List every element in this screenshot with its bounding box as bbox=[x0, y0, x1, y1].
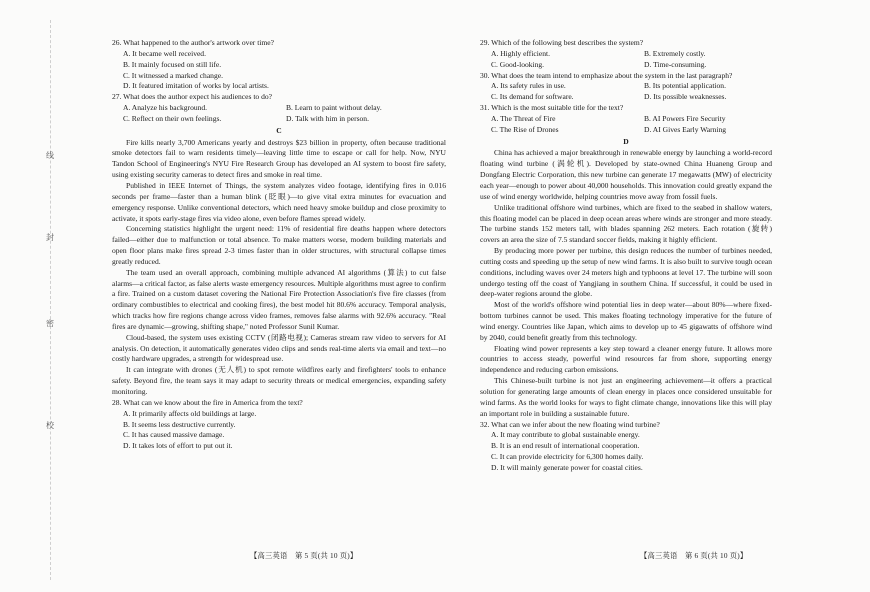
paragraph: By producing more power per turbine, this design reduces the number of turbines needed, cutting costs and speeding up the setup of new wind farms. It is also built to survive tough ocean conditions, including waves over 24 meters high and typhoons at level 17. The turbine will soon undergo testing off the coast of Yangjiang in southern China. If successful, it could be used in deep-water regions around the globe. bbox=[480, 246, 772, 299]
paragraph: Concerning statistics highlight the urgent need: 11% of residential fire deaths happen where detectors failed—either due to malfunction or total absence. To make matters worse, modern building materials and open floor plans make fires spread 2-3 times faster than in older structures, with structural collapse times greatly reduced. bbox=[112, 224, 446, 266]
question-31: 31. Which is the most suitable title for the text? bbox=[480, 103, 624, 113]
option: B. Learn to paint without delay. bbox=[286, 103, 382, 113]
option-row bbox=[480, 92, 772, 103]
page-footer: 【高三英语 第 6 页(共 10 页)】 bbox=[640, 551, 748, 560]
option: C. Its demand for software. bbox=[491, 92, 574, 102]
section-heading-c: C bbox=[276, 125, 282, 135]
side-mark: 密 bbox=[46, 319, 54, 328]
question-30: 30. What does the team intend to emphasize about the system in the last paragraph? bbox=[480, 70, 733, 80]
question-32: 32. What can we infer about the new floating wind turbine? bbox=[480, 419, 660, 429]
option: A. Highly efficient. bbox=[491, 48, 550, 58]
option: B. Extremely costly. bbox=[644, 48, 706, 58]
paragraph: Published in IEEE Internet of Things, the system analyzes video footage, identifying fires in 0.016 seconds per frame—faster than a human blink (眨眼)—to give vital extra minutes for evacuation and emergency response. Unlike conventional detectors, which need heavy smoke buildup and close proximity to activate, it spots early-stage fires via video alone, even before flames spread widely. bbox=[112, 180, 446, 223]
paragraph: This Chinese-built turbine is not just an engineering achievement—it offers a practical solution for generating large amounts of clean energy in places once considered unsuitable for wind farms. As the world looks for ways to fight climate change, innovations like this will play an important role in building a sustainable future. bbox=[480, 376, 772, 418]
side-mark: 线 bbox=[46, 151, 54, 160]
option-row bbox=[480, 81, 772, 92]
option: A. It may contribute to global sustainable energy. bbox=[491, 430, 640, 440]
question-26: 26. What happened to the author's artwork over time? bbox=[112, 38, 274, 47]
option: B. AI Powers Fire Security bbox=[644, 113, 726, 123]
binding-line bbox=[50, 20, 51, 580]
left-column bbox=[112, 38, 446, 452]
question-27: 27. What does the author expect his audiences to do? bbox=[112, 92, 272, 102]
option: C. It has caused massive damage. bbox=[123, 430, 225, 440]
option: D. Its possible weaknesses. bbox=[644, 92, 727, 102]
option: D. It takes lots of effort to put out it. bbox=[123, 441, 233, 451]
option: A. It became well received. bbox=[123, 48, 206, 58]
paragraph: China has achieved a major breakthrough in renewable energy by launching a world-record floating wind turbine (涡轮机). Developed by state-owned China Huaneng Group and Dongfang Electric Corporation, this new turbine can generate 17 megawatts (MW) of electricity each year—enough to power about 40,000 households. This innovation could greatly expand the use of wind energy worldwide, helping countries move away from fossil fuels. bbox=[480, 148, 772, 201]
option: A. The Threat of Fire bbox=[491, 113, 556, 123]
paragraph: Cloud-based, the system uses existing CCTV (闭路电视); Cameras stream raw video to servers for AI analysis. On detection, it automatically generates video clips and sends real-time alerts via email and text—no costly hardware upgrades, a strength for widespread use. bbox=[112, 332, 446, 364]
option: D. It will mainly generate power for coastal cities. bbox=[491, 462, 643, 472]
option: C. It can provide electricity for 6,300 homes daily. bbox=[491, 452, 644, 462]
option: D. It featured imitation of works by local artists. bbox=[123, 81, 269, 91]
option: B. It seems less destructive currently. bbox=[123, 419, 236, 429]
option: C. Reflect on their own feelings. bbox=[123, 113, 222, 123]
option-row bbox=[480, 125, 772, 136]
question-28: 28. What can we know about the fire in America from the text? bbox=[112, 397, 303, 407]
page-footer: 【高三英语 第 5 页(共 10 页)】 bbox=[250, 551, 358, 560]
option: B. Its potential application. bbox=[644, 81, 726, 91]
option: A. Analyze his background. bbox=[123, 103, 208, 113]
option: A. It primarily affects old buildings at large. bbox=[123, 408, 257, 418]
right-column bbox=[480, 38, 772, 474]
paragraph: Floating wind power represents a key step toward a cleaner energy future. It allows more countries to access steady, powerful wind resources far from shore, supporting energy independence and reducing carbon emissions. bbox=[480, 343, 772, 375]
paragraph: It can integrate with drones (无人机) to spot remote wildfires early and firefighters' tools to enhance safety. Beyond fire, the team says it may adapt to security threats or medical emergencies, expanding safety monitoring. bbox=[112, 365, 446, 396]
paragraph: Unlike traditional offshore wind turbines, which are fixed to the seabed in shallow waters, this floating model can be placed in deep ocean areas where winds are stronger and more steady. The turbine stands 152 meters tall, with blades spanning 262 meters. Each rotation (旋转) covers an area the size of 7.5 standard soccer fields, making it highly efficient. bbox=[480, 202, 772, 245]
option: A. Its safety rules in use. bbox=[491, 81, 566, 91]
paragraph: Most of the world's offshore wind potential lies in deep water—about 80%—where fixed-bottom turbines cannot be used. This makes floating technology imperative for the future of wind energy. Countries like Japan, which aims to develop up to 45 gigawatts of offshore wind by 2040, could benefit greatly from this technology. bbox=[480, 300, 772, 342]
option: C. Good-looking. bbox=[491, 59, 545, 69]
paragraph: Fire kills nearly 3,700 Americans yearly and destroys $23 billion in property, often because traditional smoke detectors fail to warn residents timely—leaving little time to escape or call for help. Now, NYU Tandon School of Engineering's NYU Fire Research Group has developed an AI system to boost fire safety, using existing security cameras to detect fires and smoke in real time. bbox=[112, 137, 446, 180]
side-mark: 校 bbox=[46, 421, 54, 430]
option-row bbox=[480, 60, 772, 71]
side-mark: 封 bbox=[46, 233, 54, 242]
option-row bbox=[112, 103, 446, 114]
section-heading-d: D bbox=[623, 136, 629, 146]
option: D. Talk with him in person. bbox=[286, 113, 369, 123]
option: B. It is an end result of international cooperation. bbox=[491, 441, 640, 451]
option-row bbox=[480, 49, 772, 60]
option-row bbox=[112, 114, 446, 125]
option: D. AI Gives Early Warning bbox=[644, 124, 727, 134]
paragraph: The team used an overall approach, combining multiple advanced AI algorithms (算法) to cut false alarms—a critical factor, as false alerts waste emergency resources. Multiple algorithms must agree to confirm a fire. Trained on a custom dataset covering the National Fire Protection Association's five fire classes (from ordinary combustibles to electrical and cooking fires), the best model hit 80.6% accuracy. Temporal analysis, which tracks how fire regions change across video frames, removes false alarms with 92.6% accuracy. "Real fires are dynamic—growing, shifting shape," noted Professor Sunil Kumar. bbox=[112, 267, 447, 331]
option: C. The Rise of Drones bbox=[491, 124, 559, 134]
option: C. It witnessed a marked change. bbox=[123, 70, 223, 80]
option: B. It mainly focused on still life. bbox=[123, 59, 222, 69]
question-29: 29. Which of the following best describes the system? bbox=[480, 38, 644, 47]
option-row bbox=[480, 114, 772, 125]
option: D. Time-consuming. bbox=[644, 59, 707, 69]
